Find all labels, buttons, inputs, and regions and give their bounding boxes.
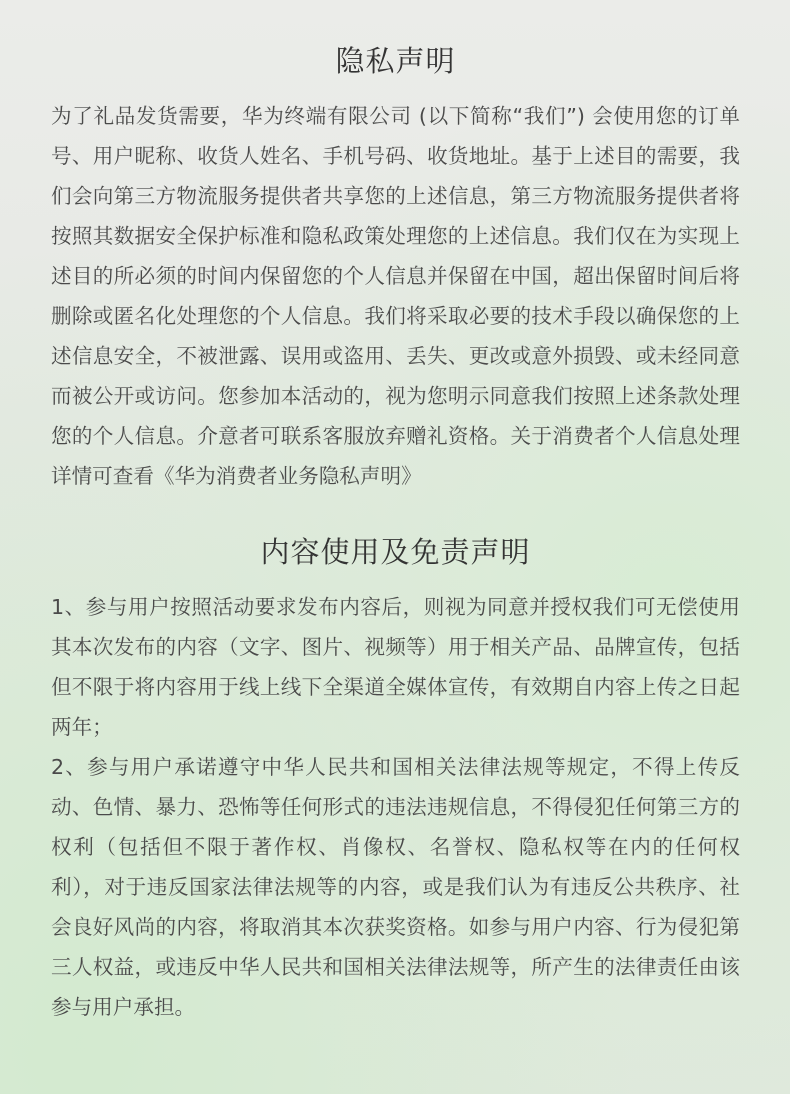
disclaimer-item-2: 2、参与用户承诺遵守中华人民共和国相关法律法规等规定，不得上传反动、色情、暴力、恐怖等任何形式的违法违规信息，不得侵犯任何第三方的权利（包括但不限于著作权、肖像权、名誉权、隐私权等在内的任何权利），对于违反国家法律法规等的内容，或是我们认为有违反公共秩序、社会良好风尚的内容，将取消其本次获奖资格。如参与用户内容、行为侵犯第三人权益，或违反中华人民共和国相关法律法规等，所产生的法律责任由该参与用户承担。 bbox=[51, 755, 740, 1019]
content-disclaimer-title: 内容使用及免责声明 bbox=[260, 535, 531, 569]
privacy-statement-title: 隐私声明 bbox=[335, 44, 456, 78]
disclaimer-item-1: 1、参与用户按照活动要求发布内容后，则视为同意并授权我们可无偿使用其本次发布的内容（文字、图片、视频等）用于相关产品、品牌宣传，包括但不限于将内容用于线上线下全渠道全媒体宣传，有效期自内容上传之日起两年； bbox=[51, 595, 740, 739]
privacy-statement-body: 为了礼品发货需要，华为终端有限公司 (以下简称“我们”) 会使用您的订单号、用户昵称、收货人姓名、手机号码、收货地址。基于上述目的需要，我们会向第三方物流服务提供者共享您的上述信息，第三方物流服务提供者将按照其数据安全保护标准和隐私政策处理您的上述信息。我们仅在为实现上述目的所必须的时间内保留您的个人信息并保留在中国，超出保留时间后将删除或匿名化处理您的个人信息。我们将采取必要的技术手段以确保您的上述信息安全，不被泄露、误用或盗用、丢失、更改或意外损毁、或未经同意而被公开或访问。您参加本活动的，视为您明示同意我们按照上述条款处理您的个人信息。介意者可联系客服放弃赠礼资格。关于消费者个人信息处理详情可查看《华为消费者业务隐私声明》 bbox=[51, 104, 740, 488]
